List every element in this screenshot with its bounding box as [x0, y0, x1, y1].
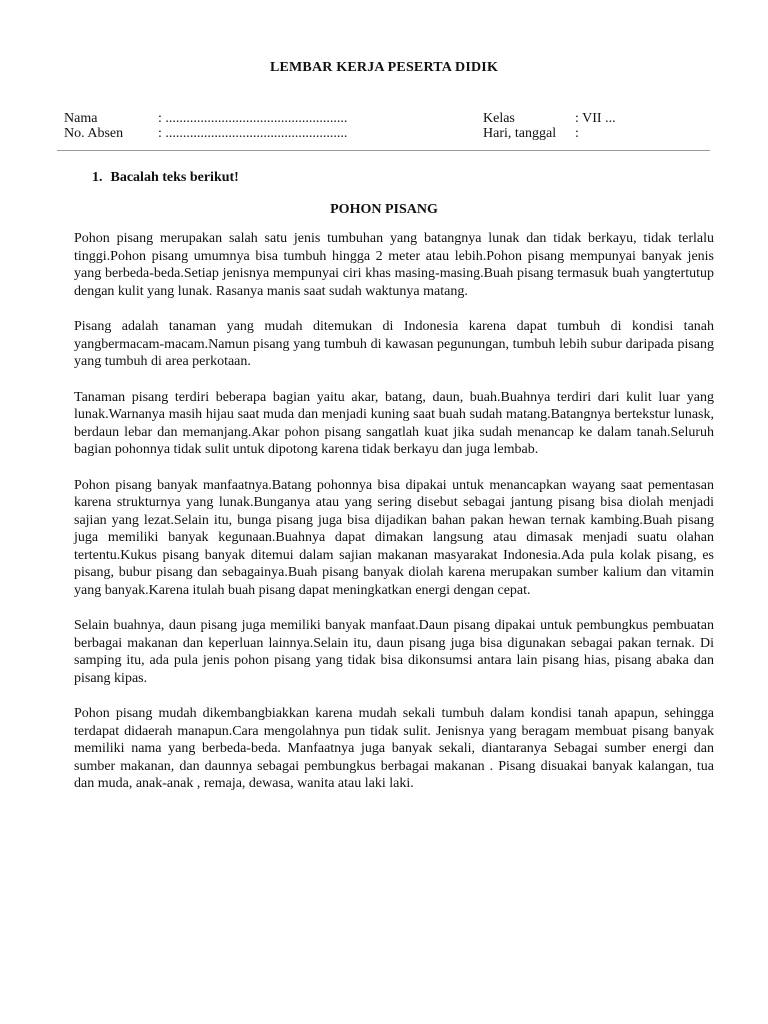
paragraph: Selain buahnya, daun pisang juga memiliki banyak manfaat.Daun pisang dipakai untuk pembungkus pembuatan berbagai makanan dan keperluan lainnya.Selain itu, daun pisang juga bisa digunakan sebagai pakan ternak. Di samping itu, ada pula jenis pohon pisang yang tidak bisa dikonsumsi antara lain pisang hias, pisang abaka dan pisang kipas.: [74, 618, 714, 686]
absen-value: : ....................................................: [158, 126, 348, 141]
absen-label: No. Absen: [64, 126, 124, 141]
hari-label: Hari, tanggal: [483, 126, 557, 141]
paragraph: Pohon pisang mudah dikembangbiakkan karena mudah sekali tumbuh dalam kondisi tanah apapun, sehingga terdapat didaerah manapun.Cara mengolahnya pun tidak sulit. Jenisnya yang beragam membuat pisang banyak memiliki nama yang berbeda-beda. Manfaatnya juga banyak sekali, diantaranya Sebagai sumber energi dan sumber makanan, dan daunnya sebagai pembungkus berbagai makanan . Pisang disuakai banyak kalangan, tua dan muda, anak-anak , remaja, dewasa, wanita atau laki laki.: [74, 706, 714, 791]
paragraph: Pohon pisang merupakan salah satu jenis tumbuhan yang batangnya lunak dan tidak berkayu, tidak terlalu tinggi.Pohon pisang umumnya bisa tumbuh hingga 2 meter atau lebih.Pohon pisang mempunyai banyak jenis yang berbeda-beda.Setiap jenisnya mempunyai ciri khas masing-masing.Buah pisang termasuk buah yangtertutup dengan kulit yang lunak. Rasanya manis saat sudah waktunya matang.: [74, 231, 714, 299]
kelas-value: : VII ...: [575, 111, 616, 126]
page-title: LEMBAR KERJA PESERTA DIDIK: [269, 60, 499, 75]
reading-body: [74, 230, 714, 811]
nama-label: Nama: [64, 111, 98, 126]
paragraph: Pisang adalah tanaman yang mudah ditemukan di Indonesia karena dapat tumbuh di kondisi tanah yangbermacam-macam.Namun pisang yang tumbuh di kawasan pegunungan, tumbuh lebih subur daripada pisang yang tumbuh di area perkotaan.: [74, 319, 714, 369]
paragraph: Pohon pisang banyak manfaatnya.Batang pohonnya bisa dipakai untuk menancapkan wayang saat pementasan karena strukturnya yang lunak.Bunganya atau yang sering disebut sebagai jantung pisang bisa diolah menjadi sajian yang lezat.Selain itu, bunga pisang juga bisa dijadikan bahan pakan hewan ternak kambing.Buah pisang juga memiliki banyak kegunaan.Buahnya dapat dimakan langsung atau dimasak menjadi suatu olahan tertentu.Kukus pisang banyak ditemui dalam sajian makanan masyarakat Indonesia.Ada pula kolak pisang, es pisang, bubur pisang dan sebagainya.Buah pisang banyak diolah karena merupakan sumber kalium dan vitamin yang banyak.Karena itulah buah pisang dapat meningkatkan energi dengan cepat.: [74, 477, 714, 598]
instruction-number: 1.: [92, 170, 103, 185]
paragraph: Tanaman pisang terdiri beberapa bagian yaitu akar, batang, daun, buah.Buahnya terdiri dari kulit luar yang lunak.Warnanya masih hijau saat muda dan menjadi kuning saat buah sudah matang.Batangnya bertekstur lunask, berdaun lebar dan memanjang.Akar pohon pisang sangatlah kuat jika sudah menancap ke dalam tanah.Seluruh bagian pohonnya tidak sulit untuk dipotong karena tidak berkayu dan juga lembab.: [74, 389, 714, 457]
instruction-text: Bacalah teks berikut!: [110, 170, 239, 185]
kelas-label: Kelas: [483, 111, 515, 126]
nama-value: : ....................................................: [158, 111, 348, 126]
reading-title: POHON PISANG: [330, 202, 438, 217]
instruction: [92, 170, 239, 186]
header-divider: [57, 150, 710, 151]
hari-value: :: [575, 126, 579, 141]
